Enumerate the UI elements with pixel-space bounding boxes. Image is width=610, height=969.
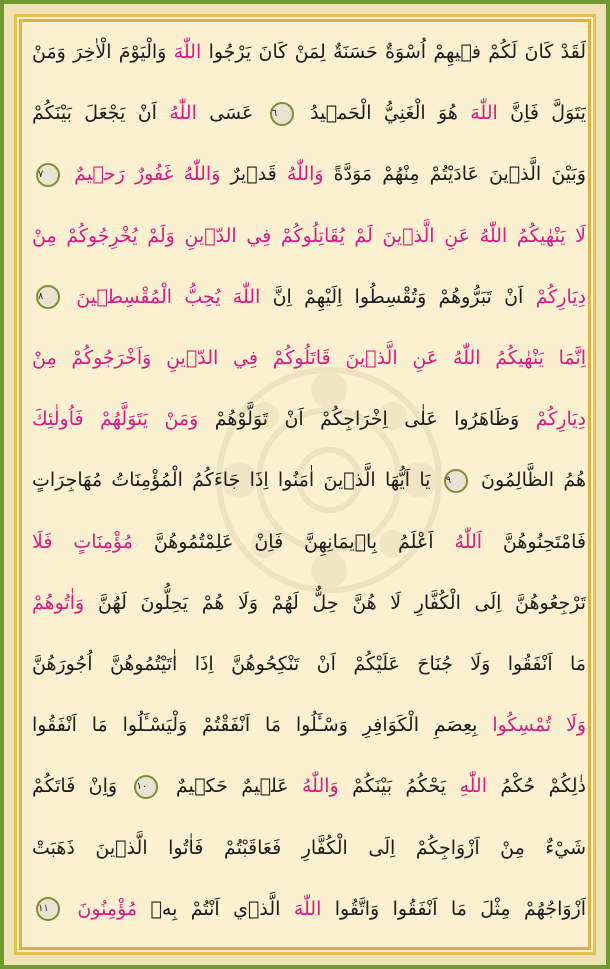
highlighted-text: مُؤْمِنُونَ [77,897,138,920]
ayah-number-marker: ١٠ [134,775,158,799]
highlighted-text: وَاللّٰهُ [286,163,324,186]
highlighted-text: وَاللّٰهُ [302,775,339,798]
verse-text: قَدٖيرٌ [230,163,277,186]
highlighted-text: وَمَنْ يَتَوَلَّهُمْ فَاُولٰئِكَ [32,408,199,431]
verse-text: وَبَيْنَ الَّذٖينَ عَادَيْتُمْ مِنْهُمْ مَوَدَّةً [333,163,586,186]
verse-text: وَظَاهَرُوا عَلٰى اِخْرَاجِكُمْ اَنْ تَوَلَّوْهُمْ [214,408,520,431]
verse-line [32,30,586,74]
verse-text: عَلٖيمٌ حَكٖيمٌ [175,775,289,798]
verse-text: اَنْ تَبَرُّوهُمْ وَتُقْسِطُوا اِلَيْهِمْ اِنَّ [272,285,524,308]
verse-text: يَا اَيُّهَا الَّذٖينَ اٰمَنُوا اِذَا جَاءَكُمُ الْمُؤْمِنَاتُ مُهَاجِرَاتٍ [32,469,431,492]
highlighted-text: اِنَّمَا يَنْهٰيكُمُ اللّٰهُ عَنِ الَّذٖينَ قَاتَلُوكُمْ فِي الدّٖينِ وَاَخْرَجُوكُمْ مِنْ [32,347,586,369]
verse-text: هُمُ الظَّالِمُونَ [481,469,586,492]
highlighted-text: مُؤْمِنَاتٍ فَلَا [32,530,133,553]
verse-line [32,275,586,319]
verse-line [32,887,586,931]
highlighted-text: وَاللّٰهُ غَفُورٌ رَحٖيمٌ [74,163,221,186]
verse-line [32,214,586,258]
highlighted-text: اللّٰهَ [470,102,498,125]
verse-line [32,397,586,441]
verse-text: ذٰلِكُمْ حُكْمُ [500,775,586,798]
highlighted-text: وَلَا تُمْسِكُوا [492,714,586,737]
verse-text: تَرْجِعُوهُنَّ اِلَى الْكُفَّارِ لَا هُنَّ حِلٌّ لَهُمْ وَلَا هُمْ يَحِلُّونَ لَهُنَّ [97,591,586,614]
verse-line [32,764,586,808]
highlighted-text: اَللّٰهُ [454,530,483,553]
verse-line [32,152,586,196]
verse-text: يَحْكُمُ بَيْنَكُمْ [352,775,447,798]
verse-line [32,91,586,135]
verse-text: وَالْيَوْمَ الْاٰخِرَ وَمَنْ [32,41,167,63]
verse-text: بِعِصَمِ الْكَوَافِرِ وَسْـَٔلُوا مَا اَنْفَقْتُمْ وَلْيَسْـَٔلُوا مَا اَنْفَقُوا [32,714,478,737]
highlighted-text: اللّٰهَ [173,41,202,63]
highlighted-text: دِيَارِكُمْ [535,285,586,308]
ayah-number-marker: ١١ [36,897,60,921]
verse-text: الَّذٖي اَنْتُمْ بِهٖ [150,897,281,920]
highlighted-text: اللّٰهُ [169,102,197,125]
verse-text: وَاِنْ فَاتَكُمْ [32,775,118,798]
verse-text: اَنْ يَجْعَلَ بَيْنَكُمْ [32,102,157,125]
verse-text: لَقَدْ كَانَ لَكُمْ فٖيهِمْ اُسْوَةٌ حَسَنَةٌ لِمَنْ كَانَ يَرْجُوا [208,41,586,63]
verse-text: عَسَى [209,102,254,125]
highlighted-text: اللّٰهَ يُحِبُّ الْمُقْسِطٖينَ [76,285,261,308]
verse-text: يَتَوَلَّ فَاِنَّ [510,102,586,125]
verse-line [32,520,586,564]
ayah-number-marker: ٩ [444,469,468,493]
verse-line [32,581,586,625]
verse-text: شَيْءٌ مِنْ اَزْوَاجِكُمْ اِلَى الْكُفَّارِ فَعَاقَبْتُمْ فَاٰتُوا الَّذٖينَ ذَهَبَتْ [32,836,586,859]
verse-line [32,458,586,502]
verse-line [32,826,586,870]
ayah-number-marker: ٦ [270,102,294,126]
verse-line [32,703,586,747]
verse-text: هُوَ الْغَنِيُّ الْحَمٖيدُ [310,102,458,125]
verse-text: اَعْلَمُ بِاٖيمَانِهِنَّ فَاِنْ عَلِمْتُمُوهُنَّ [153,530,434,553]
ayah-number-marker: ٧ [36,163,60,187]
verse-text: اَزْوَاجُهُمْ مِثْلَ مَا اَنْفَقُوا وَاتَّقُوا [334,897,586,920]
verse-line [32,642,586,686]
highlighted-text: اللّٰهَ [293,897,322,920]
highlighted-text: لَا يَنْهٰيكُمُ اللّٰهُ عَنِ الَّذٖينَ لَمْ يُقَاتِلُوكُمْ فِي الدّٖينِ وَلَمْ يُخْرِجُوكُمْ مِنْ [32,224,586,247]
ayah-number-marker: ٨ [36,285,60,309]
highlighted-text: وَاٰتُوهُمْ [32,591,85,614]
verse-text: فَامْتَحِنُوهُنَّ [502,530,586,553]
verse-text: مَا اَنْفَقُوا وَلَا جُنَاحَ عَلَيْكُمْ اَنْ تَنْكِحُوهُنَّ اِذَا اٰتَيْتُمُوهُنَّ اُجُورَهُنَّ [32,653,586,675]
highlighted-text: اللّٰهِ [459,775,487,798]
highlighted-text: دِيَارِكُمْ [535,408,586,431]
quran-page [24,30,594,950]
verse-line [32,336,586,380]
